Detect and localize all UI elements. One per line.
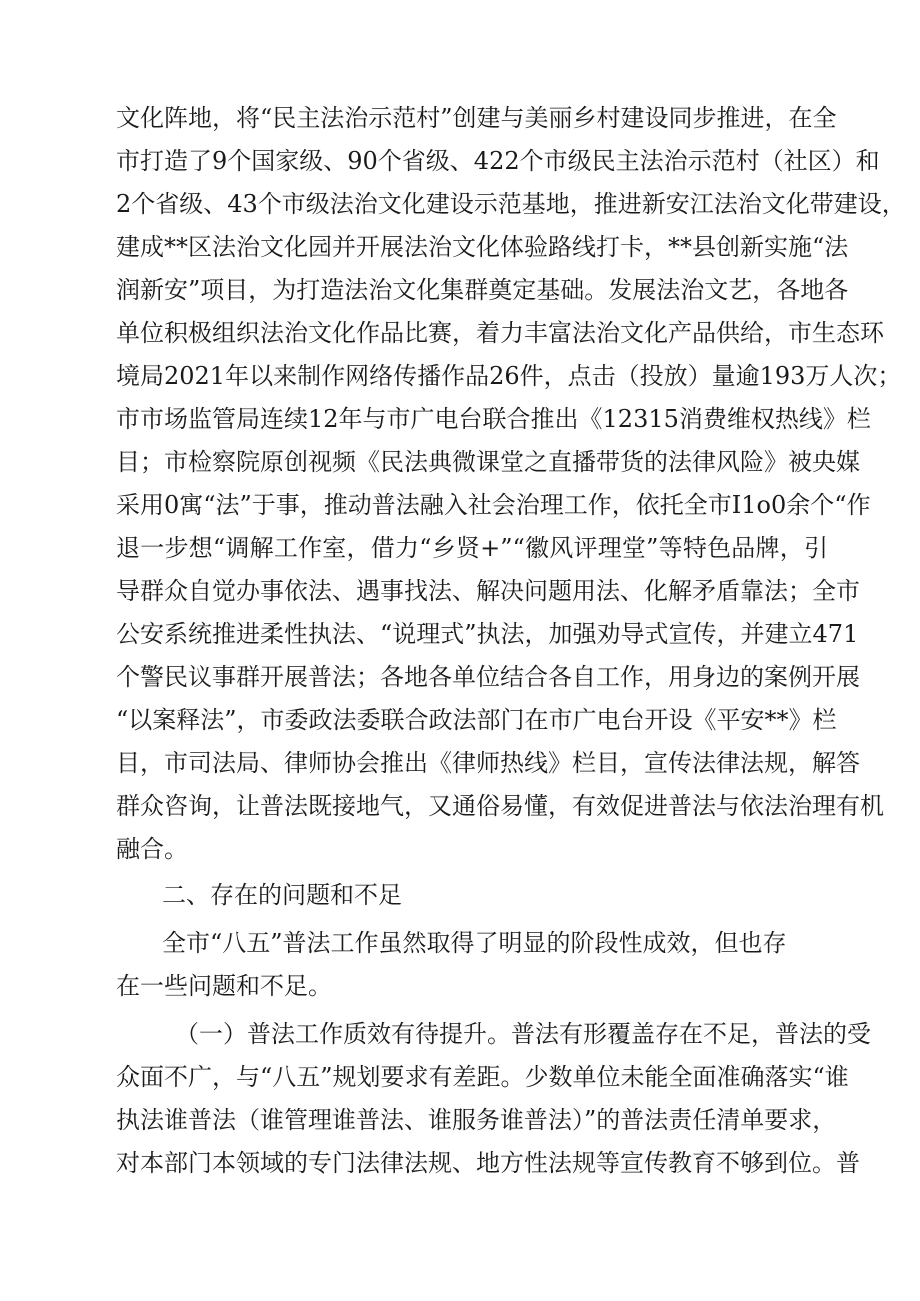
paragraph-line: 文化阵地，将“民主法治示范村”创建与美丽乡村建设同步推进，在全: [116, 104, 837, 132]
paragraph-line: 采用0寓“法”于事，推动普法融入社会治理工作，依托全市I1o0余个“作: [116, 491, 871, 519]
paragraph-line: 2个省级、43个市级法治文化建设示范基地，推进新安江法治文化带建设，: [116, 190, 906, 218]
paragraph-line: 退一步想“调解工作室，借力“乡贤+”“徽风评理堂”等特色品牌，引: [116, 534, 828, 562]
paragraph-line: 个警民议事群开展普法；各地各单位结合各自工作，用身边的案例开展: [116, 663, 860, 691]
paragraph-line: 目，市司法局、律师协会推出《律师热线》栏目，宣传法律法规，解答: [116, 749, 860, 777]
paragraph-line: 全市“八五”普法工作虽然取得了明显的阶段性成效，但也存: [162, 929, 787, 957]
paragraph-line: 融合。: [116, 835, 188, 863]
section-heading: 二、存在的问题和不足: [162, 881, 402, 909]
paragraph-line: 众面不广，与“八五”规划要求有差距。少数单位未能全面准确落实“谁: [116, 1063, 849, 1091]
paragraph-line: 单位积极组织法治文化作品比赛，着力丰富法治文化产品供给，市生态环: [116, 319, 884, 347]
paragraph-line: 建成**区法治文化园并开展法治文化体验路线打卡，**县创新实施“法: [116, 233, 849, 261]
paragraph-line: 润新安”项目，为打造法治文化集群奠定基础。发展法治文艺，各地各: [116, 276, 849, 304]
paragraph-line: （一）普法工作质效有待提升。普法有形覆盖存在不足，普法的受: [175, 1020, 871, 1048]
paragraph-line: 境局2021年以来制作网络传播作品26件，点击（投放）量逾193万人次；: [116, 362, 902, 390]
paragraph-line: 导群众自觉办事依法、遇事找法、解决问题用法、化解矛盾靠法；全市: [116, 577, 860, 605]
paragraph-line: 执法谁普法（谁管理谁普法、谁服务谁普法）”的普法责任清单要求，: [116, 1106, 837, 1134]
paragraph-line: “以案释法”，市委政法委联合政法部门在市广电台开设《平安**》栏: [116, 706, 837, 734]
paragraph-line: 目；市检察院原创视频《民法典微课堂之直播带货的法律风险》被央媒: [116, 448, 860, 476]
paragraph-line: 市打造了9个国家级、90个省级、422个市级民主法治示范村（社区）和: [116, 147, 880, 175]
paragraph-line: 公安系统推进柔性执法、“说理式”执法，加强劝导式宣传，并建立471: [116, 620, 859, 648]
paragraph-line: 群众咨询，让普法既接地气，又通俗易懂，有效促进普法与依法治理有机: [116, 792, 884, 820]
paragraph-line: 对本部门本领域的专门法律法规、地方性法规等宣传教育不够到位。普: [116, 1149, 860, 1177]
paragraph-line: 市市场监管局连续12年与市广电台联合推出《12315消费维权热线》栏: [116, 405, 871, 433]
paragraph-line: 在一些问题和不足。: [116, 972, 332, 1000]
